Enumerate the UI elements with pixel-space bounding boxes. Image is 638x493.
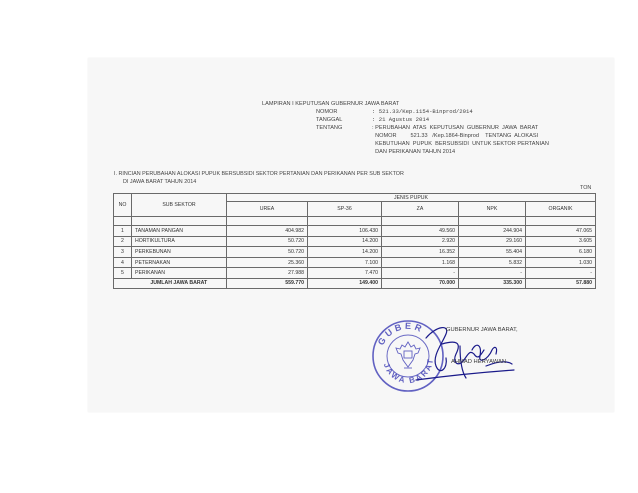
total-label: JUMLAH JAWA BARAT	[132, 278, 227, 288]
table-spacer-row	[114, 217, 596, 226]
table-total-row	[114, 278, 596, 288]
table-header-row-1	[114, 194, 596, 202]
total-za: 70.000	[382, 278, 459, 288]
table-row	[114, 236, 596, 247]
table-row	[114, 226, 596, 237]
cell-za: 49.560	[382, 226, 459, 237]
nomor-label: NOMOR	[316, 109, 338, 115]
cell-sp36: 7.100	[308, 257, 382, 268]
row-sub-sektor: TANAMAN PANGAN	[132, 226, 227, 237]
nomor-value: : 521.33/Kep.1154-Binprod/2014	[372, 108, 473, 115]
cell-sp36: 14.200	[308, 247, 382, 258]
cell-za: 1.168	[382, 257, 459, 268]
row-no: 2	[114, 236, 132, 247]
total-npk: 335.300	[459, 278, 526, 288]
cell-za: -	[382, 268, 459, 279]
cell-urea: 404.982	[227, 226, 308, 237]
unit-label: TON	[580, 185, 592, 191]
row-no: 4	[114, 257, 132, 268]
col-no-header: NO	[114, 194, 132, 217]
col-za-header: ZA	[382, 202, 459, 217]
cell-za: 16.352	[382, 247, 459, 258]
cell-sp36: 7.470	[308, 268, 382, 279]
cell-npk: 5.832	[459, 257, 526, 268]
cell-urea: 50.720	[227, 236, 308, 247]
cell-urea: 50.720	[227, 247, 308, 258]
col-sp36-header: SP-36	[308, 202, 382, 217]
cell-sp36: 14.200	[308, 236, 382, 247]
cell-npk: -	[459, 268, 526, 279]
col-sub-sektor-header: SUB SEKTOR	[132, 194, 227, 217]
cell-urea: 27.988	[227, 268, 308, 279]
tentang-line-2: NOMOR 521.33 /Kep.1864-Binprod TENTANG ALOKASI	[372, 133, 539, 139]
cell-organik: 47.065	[526, 226, 596, 237]
col-urea-header: UREA	[227, 202, 308, 217]
table-row	[114, 268, 596, 279]
cell-organik: -	[526, 268, 596, 279]
lampiran-line: LAMPIRAN I KEPUTUSAN GUBERNUR JAWA BARAT	[262, 101, 400, 107]
cell-sp36: 106.430	[308, 226, 382, 237]
jenis-pupuk-header: JENIS PUPUK	[227, 194, 596, 202]
table-row	[114, 247, 596, 258]
signatory-title: GUBERNUR JAWA BARAT,	[446, 327, 518, 333]
row-sub-sektor: HORTIKULTURA	[132, 236, 227, 247]
tanggal-label: TANGGAL	[316, 117, 343, 123]
cell-organik: 6.180	[526, 247, 596, 258]
section-title-line-2: DI JAWA BARAT TAHUN 2014	[123, 179, 197, 185]
total-urea: 559.770	[227, 278, 308, 288]
cell-npk: 55.404	[459, 247, 526, 258]
section-title-line-1: I. RINCIAN PERUBAHAN ALOKASI PUPUK BERSUBSIDI SEKTOR PERTANIAN DAN PERIKANAN PER SUB SEKTOR	[114, 171, 404, 177]
tentang-label: TENTANG	[316, 125, 343, 131]
cell-urea: 25.360	[227, 257, 308, 268]
row-no: 1	[114, 226, 132, 237]
cell-organik: 3.605	[526, 236, 596, 247]
col-organik-header: ORGANIK	[526, 202, 596, 217]
table-row	[114, 257, 596, 268]
row-sub-sektor: PERKEBUNAN	[132, 247, 227, 258]
row-no: 5	[114, 268, 132, 279]
tentang-line-1: : PERUBAHAN ATAS KEPUTUSAN GUBERNUR JAWA BARAT	[372, 125, 539, 131]
cell-organik: 1.030	[526, 257, 596, 268]
col-npk-header: NPK	[459, 202, 526, 217]
cell-za: 2.920	[382, 236, 459, 247]
tentang-line-4: DAN PERIKANAN TAHUN 2014	[372, 149, 456, 155]
cell-npk: 29.160	[459, 236, 526, 247]
svg-text:GUBER: GUBER	[375, 320, 426, 347]
row-sub-sektor: PETERNAKAN	[132, 257, 227, 268]
row-sub-sektor: PERIKANAN	[132, 268, 227, 279]
tentang-line-3: KEBUTUHAN PUPUK BERSUBSIDI UNTUK SEKTOR PERTANIAN	[372, 141, 549, 147]
cell-npk: 244.904	[459, 226, 526, 237]
svg-text:JAWA BARAT: JAWA BARAT	[381, 356, 436, 386]
total-sp36: 149.400	[308, 278, 382, 288]
allocation-table	[113, 193, 596, 289]
signatory-name: AHMAD HERYAWAN	[451, 359, 507, 365]
row-no: 3	[114, 247, 132, 258]
total-organik: 57.880	[526, 278, 596, 288]
tanggal-value: : 21 Agustus 2014	[372, 116, 430, 123]
